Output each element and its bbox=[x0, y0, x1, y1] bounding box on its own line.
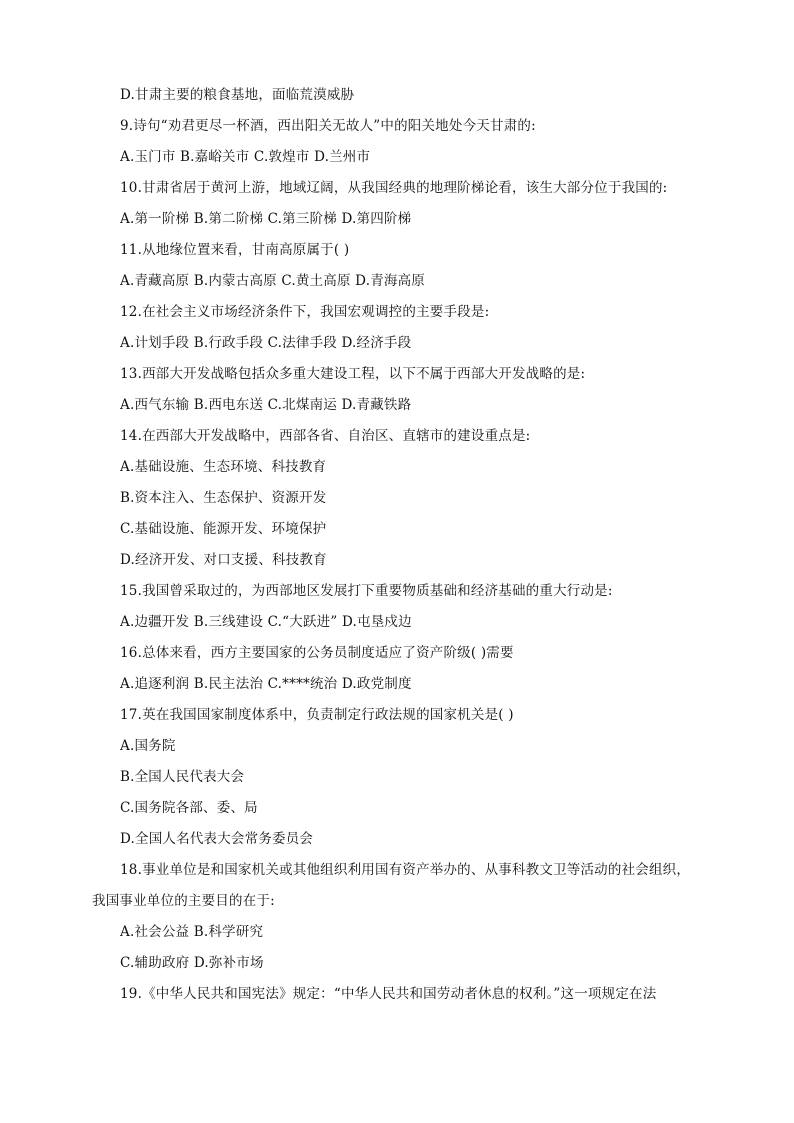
question-10: 10.甘肃省居于黄河上游，地域辽阔，从我国经典的地理阶梯论看，该生大部分位于我国的: bbox=[120, 180, 668, 196]
question-17: 17.英在我国国家制度体系中，负责制定行政法规的国家机关是( ) bbox=[120, 707, 514, 723]
question-11: 11.从地缘位置来看，甘南高原属于( ) bbox=[120, 242, 350, 258]
answer-option-17d: D.全国人名代表大会常务委员会 bbox=[120, 831, 314, 847]
answer-option-17c: C.国务院各部、委、局 bbox=[120, 800, 258, 816]
answer-options-12: A.计划手段 B.行政手段 C.法律手段 D.经济手段 bbox=[120, 335, 412, 351]
answer-option-line: D.甘肃主要的粮食基地，面临荒漠威胁 bbox=[120, 87, 355, 103]
answer-options-11: A.青藏高原 B.内蒙古高原 C.黄土高原 D.青海高原 bbox=[120, 273, 425, 289]
answer-option-14d: D.经济开发、对口支援、科技教育 bbox=[120, 552, 327, 568]
answer-option-14c: C.基础设施、能源开发、环境保护 bbox=[120, 521, 327, 537]
answer-option-14b: B.资本注入、生态保护、资源开发 bbox=[120, 490, 327, 506]
answer-options-10: A.第一阶梯 B.第二阶梯 C.第三阶梯 D.第四阶梯 bbox=[120, 211, 412, 227]
answer-option-17a: A.国务院 bbox=[120, 738, 176, 754]
answer-options-18b: C.辅助政府 D.弥补市场 bbox=[120, 955, 264, 971]
question-12: 12.在社会主义市场经济条件下，我国宏观调控的主要手段是: bbox=[120, 304, 490, 320]
answer-options-18a: A.社会公益 B.科学研究 bbox=[120, 924, 264, 940]
question-14: 14.在西部大开发战略中，西部各省、自治区、直辖市的建设重点是: bbox=[120, 428, 531, 444]
question-19: 19.《中华人民共和国宪法》规定：“中华人民共和国劳动者休息的权利。”这一项规定在法 bbox=[120, 986, 657, 1002]
question-16: 16.总体来看，西方主要国家的公务员制度适应了资产阶级( )需要 bbox=[120, 645, 514, 661]
question-18-continuation: 我国事业单位的主要目的在于: bbox=[92, 893, 275, 909]
question-13: 13.西部大开发战略包括众多重大建设工程，以下不属于西部大开发战略的是: bbox=[120, 366, 586, 382]
answer-options-13: A.西气东输 B.西电东送 C.北煤南运 D.青藏铁路 bbox=[120, 397, 412, 413]
answer-options-9: A.玉门市 B.嘉峪关市 C.敦煌市 D.兰州市 bbox=[120, 149, 371, 165]
answer-options-15: A.边疆开发 B.三线建设 C.“大跃进” D.屯垦戍边 bbox=[120, 614, 412, 630]
question-18: 18.事业单位是和国家机关或其他组织利用国有资产举办的、从事科教文卫等活动的社会组织， bbox=[120, 862, 691, 878]
question-9: 9.诗句“劝君更尽一杯酒，西出阳关无故人”中的阳关地处今天甘肃的: bbox=[120, 118, 536, 134]
answer-options-16: A.追逐利润 B.民主法治 C.****统治 D.政党制度 bbox=[120, 676, 412, 692]
answer-option-17b: B.全国人民代表大会 bbox=[120, 769, 245, 785]
answer-option-14a: A.基础设施、生态环境、科技教育 bbox=[120, 459, 327, 475]
question-15: 15.我国曾采取过的，为西部地区发展打下重要物质基础和经济基础的重大行动是: bbox=[120, 583, 613, 599]
document-body bbox=[92, 80, 712, 1010]
